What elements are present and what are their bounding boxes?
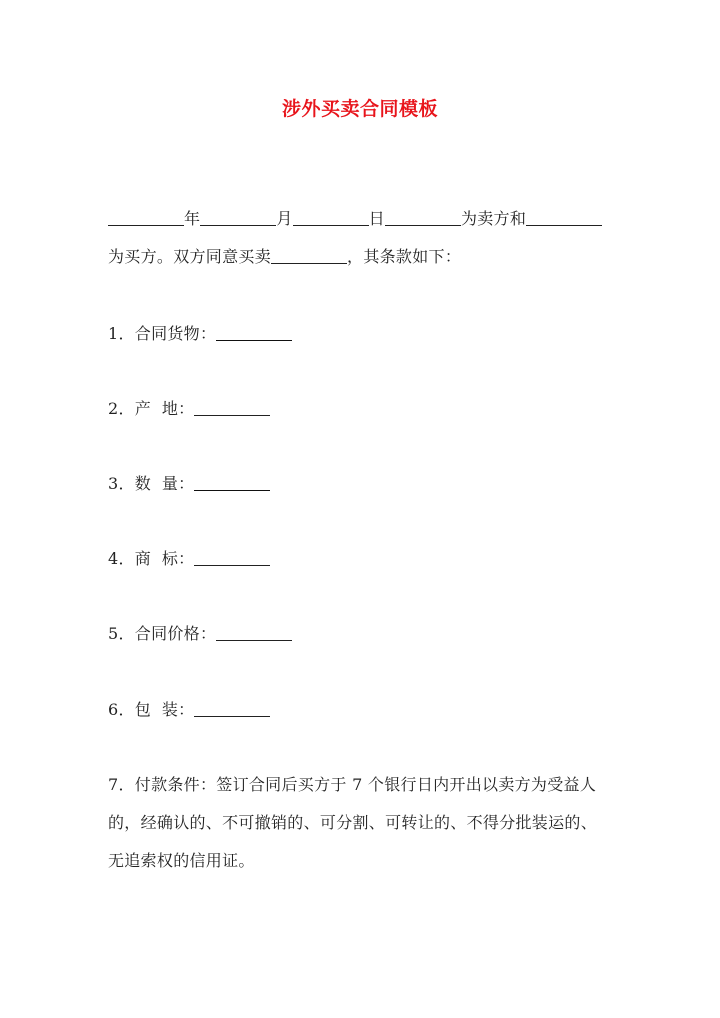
blank-field	[200, 209, 276, 226]
year-label: 年	[184, 209, 201, 228]
terms-suffix: ，其条款如下：	[347, 247, 462, 266]
blank-field	[194, 399, 270, 416]
clause-item	[108, 548, 270, 570]
blank-field	[216, 624, 292, 641]
clause-label: 商 标：	[134, 549, 195, 568]
buyer-prefix: 为买方。双方同意买卖	[108, 247, 272, 266]
day-label: 日	[368, 209, 385, 228]
clause-item	[108, 699, 270, 721]
clause-item	[108, 473, 270, 495]
payment-text-2: 的，经确认的、不可撤销的、可分割、可转让的、不得分批装运的、	[108, 813, 598, 832]
clause-number: 2．	[108, 399, 135, 418]
clause-number: 1．	[108, 324, 135, 343]
blank-field	[526, 209, 602, 226]
seller-suffix: 为卖方和	[460, 209, 527, 228]
document-title: 涉外买卖合同模板	[281, 98, 438, 120]
clause-label: 数 量：	[134, 474, 195, 493]
clause-label: 包 装：	[134, 700, 195, 719]
clause-label: 产 地：	[134, 399, 195, 418]
clause-number: 6．	[108, 700, 135, 719]
month-label: 月	[276, 209, 293, 228]
clause-number: 5．	[108, 624, 135, 643]
blank-field	[194, 549, 270, 566]
blank-field	[216, 324, 292, 341]
clause-number: 7．	[108, 775, 135, 794]
clause-label: 合同货物：	[134, 324, 217, 343]
clause-number: 4．	[108, 549, 135, 568]
blank-field	[108, 209, 184, 226]
clause-item	[108, 323, 292, 345]
intro-line-2	[108, 246, 461, 268]
clause-label: 合同价格：	[134, 624, 217, 643]
payment-text-3: 无追索权的信用证。	[108, 851, 255, 870]
payment-text-1: 付款条件：签订合同后买方于 7 个银行日内开出以卖方为受益人	[134, 775, 597, 794]
payment-clause-line-2	[108, 812, 597, 834]
blank-field	[271, 247, 347, 264]
blank-field	[293, 209, 369, 226]
clause-item	[108, 623, 292, 645]
clause-item	[108, 398, 270, 420]
blank-field	[385, 209, 461, 226]
clause-number: 3．	[108, 474, 135, 493]
payment-clause-line-1	[108, 774, 596, 796]
blank-field	[194, 700, 270, 717]
payment-clause-line-3	[108, 850, 255, 872]
blank-field	[194, 474, 270, 491]
intro-line-1	[108, 208, 602, 230]
